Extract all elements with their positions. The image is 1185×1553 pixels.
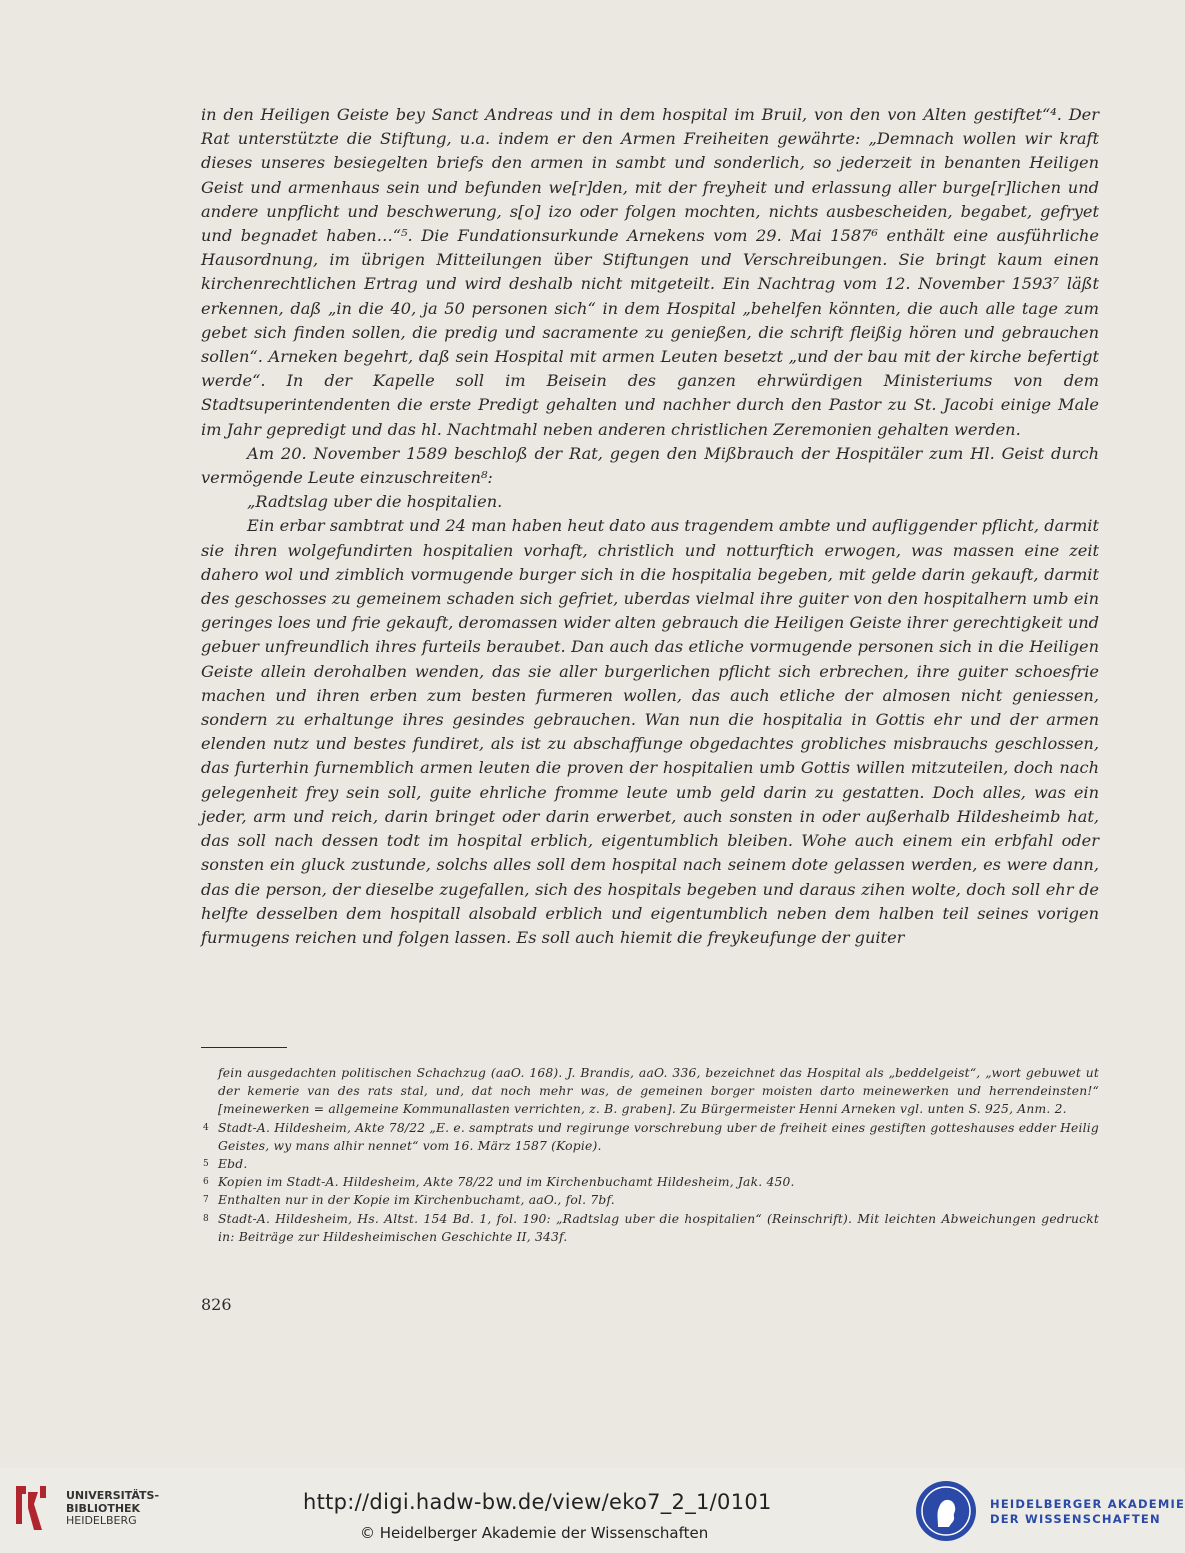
hadw-name [990,1497,1185,1527]
hadw-line-1: HEIDELBERGER AKADEMIE [990,1497,1185,1511]
ub-line-3: HEIDELBERG [66,1514,137,1527]
footnote-text: fein ausgedachten politischen Schachzug (aaO. 168). J. Brandis, aaO. 336, bezeichnet das Hospital als „beddelgeist“, „wort gebuwet ut der kemerie van des rats stal, und, dat noch mehr was, de gemeinen borger moisten darto meinewerken und herrendeinsten!“ [meinewerken = allgemeine Kommunallasten verrichten, z. B. graben]. Zu Bürgermeister Henni Arneken vgl. unten S. 925, Anm. 2. [218,1066,1099,1117]
page-number: 826 [201,1295,232,1314]
footnote-5 [201,1155,1099,1173]
hadw-line-2: DER WISSENSCHAFTEN [990,1512,1161,1526]
footnote-number: 8 [203,1213,209,1224]
footnote-6 [201,1173,1099,1191]
footnote-divider [201,1047,287,1048]
ub-heidelberg-logo-icon[interactable] [12,1484,48,1532]
viewer-footer [0,1468,1185,1553]
paragraph-1: in den Heiligen Geiste bey Sanct Andreas und in dem hospital im Bruil, von den von Alten gestiftet“⁴. Der Rat unterstützte die Stiftung, u.a. indem er den Armen Freiheiten gewährte: „Demnach wollen wir kraft dieses unseres besiegelten briefs den armen in sambt und sonderlich, so jederzeit in benanten Heiligen Geist und armenhaus sein und befunden we[r]den, mit der freyheit und erlassung aller burge[r]lichen und andere unpflicht und beschwerung, s[o] izo oder folgen mochten, nichts ausbescheiden, begabet, gefryet und begnadet haben…“⁵. Die Fundationsurkunde Arnekens vom 29. Mai 1587⁶ enthält eine ausführliche Hausordnung, im übrigen Mitteilungen über Stiftungen und Verschreibungen. Sie bringt kaum einen kirchenrechtlichen Ertrag und wird deshalb nicht mitgeteilt. Ein Nachtrag vom 12. November 1593⁷ läßt erkennen, daß „in die 40, ja 50 personen sich“ in dem Hospital „behelfen könnten, die auch alle tage zum gebet sich finden sollen, die predig und sacramente zu genießen, die schrift fleißig hören und gebrauchen sollen“. Arneken begehrt, daß sein Hospital mit armen Leuten besetzt „und der bau mit der kirche befertigt werde“. In der Kapelle soll im Beisein des ganzen ehrwürdigen Ministeriums von dem Stadtsuperintendenten die erste Predigt gehalten und nachher durch den Pastor zu St. Jacobi einige Male im Jahr gepredigt und das hl. Nachtmahl neben anderen christlichen Zeremonien gehalten werden. [201,105,1099,439]
footnote-text: Enthalten nur in der Kopie im Kirchenbuchamt, aaO., fol. 7bf. [218,1193,615,1208]
main-text [201,103,1099,950]
paragraph-3: „Radtslag uber die hospitalien. [247,492,503,512]
footnote-text: Kopien im Stadt-A. Hildesheim, Akte 78/22 und im Kirchenbuchamt Hildesheim, Jak. 450. [218,1175,795,1190]
footnote-8 [201,1210,1099,1246]
paragraph-2: Am 20. November 1589 beschloß der Rat, gegen den Mißbrauch der Hospitäler zum Hl. Geist durch vermögende Leute einzuschreiten⁸: [201,443,1099,488]
footnotes [201,1064,1099,1246]
ub-heidelberg-name [66,1490,159,1528]
footnote-number: 4 [203,1122,209,1133]
paragraph-4: Ein erbar sambtrat und 24 man haben heut dato aus tragendem ambte und aufliggender pflicht, darmit sie ihren wolgefundirten hospitalien vorhaft, christlich und notturftich erwogen, was massen eine zeit dahero wol und zimblich vormugende burger sich in die hospitalia begeben, mit gelde darin gekauft, darmit des geschosses zu gemeinem schaden sich gefriet, uberdas vielmal ihre guiter von den hospitalhern umb ein geringes loes und frie gekauft, deromassen wider alten gebrauch die Heiligen Geiste ihrer gerechtigkeit und gebuer unfreundlich ihres furteils beraubet. Dan auch das etliche vormugende personen sich in die Heiligen Geiste allein derohalben wenden, das sie aller burgerlichen pflicht sich erbrechen, ihre guiter schoesfrie machen und ihren erben zum besten furmeren wollen, das auch etliche der almosen nicht geniessen, sondern zu erhaltunge ihres gesindes gebrauchen. Wan nun die hospitalia in Gottis ehr und der armen elenden nutz und bestes fundiret, als ist zu abschaffunge obgedachtes grobliches misbrauchs geschlossen, das furterhin furnemblich armen leuten die proven der hospitalien umb Gottis willen mitzuteilen, doch nach gelegenheit frey sein soll, guite ehrliche fromme leute umb geld darin zu gestatten. Doch alles, was ein jeder, arm und reich, darin bringet oder darin erwerbet, auch sonsten in oder außerhalb Hildesheimb hat, das soll nach dessen todt im hospital erblich, eigentumblich bleiben. Wohe auch einem ein erbfahl oder sonsten ein gluck zustunde, solchs alles soll dem hospital nach seinem dote gelassen werden, es were dann, das die person, der dieselbe zugefallen, sich des hospitals begeben und daraus zihen wolte, doch soll ehr de helfte desselben dem hospitall alsobald erblich und eigentumblich neben dem halben teil seines vorigen furmugens reichen und folgen lassen. Es soll auch hiemit die freykeufunge der guiter [201,516,1099,947]
footnote-text: Stadt-A. Hildesheim, Hs. Altst. 154 Bd. 1, fol. 190: „Radtslag uber die hospitalien“ (Reinschrift). Mit leichten Abweichungen gedruckt in: Beiträge zur Hildesheimischen Geschichte II, 343f. [218,1211,1099,1244]
footnote-continued [201,1064,1099,1119]
footnote-7 [201,1191,1099,1209]
hadw-portrait-logo-icon[interactable] [914,1479,978,1543]
footnote-text: Stadt-A. Hildesheim, Akte 78/22 „E. e. samptrats und regirunge vorschrebung uber de freiheit eines gestiften gotteshauses edder Heilig Geistes, wy mans alhir nennet“ vom 16. März 1587 (Kopie). [218,1120,1099,1153]
footnote-text: Ebd. [218,1157,248,1172]
ub-line-2: BIBLIOTHEK [66,1501,141,1515]
footnote-number: 6 [203,1177,209,1188]
ub-line-1: UNIVERSITÄTS- [66,1489,160,1502]
permalink-url[interactable]: http://digi.hadw-bw.de/view/eko7_2_1/0101 [303,1490,772,1514]
footnote-number: 5 [203,1159,209,1170]
footnote-number: 7 [203,1195,209,1206]
copyright-text: © Heidelberger Akademie der Wissenschaften [360,1524,709,1542]
footnote-4 [201,1119,1099,1155]
